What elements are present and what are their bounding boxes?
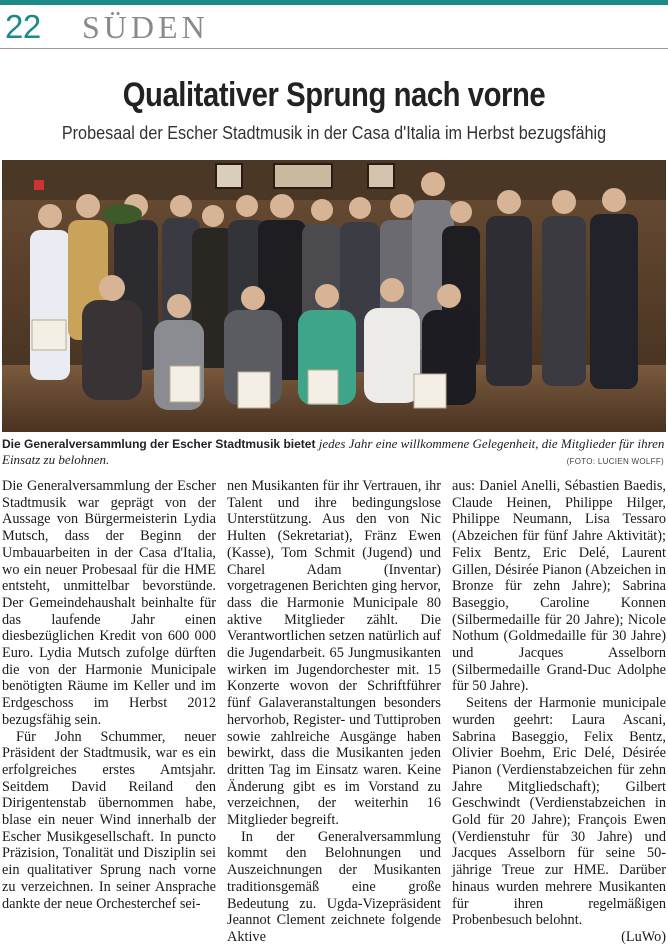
page-number: 22: [5, 8, 41, 45]
article-column-1: [2, 478, 216, 912]
author-signature: (LuWo): [621, 928, 666, 945]
group-photo: [2, 160, 666, 432]
paragraph: Die Generalversammlung der Escher Stadtmusik war geprägt von der Aussage von Bürgermeisterin Lydia Mutsch, dass der Beginn der Umbauarbeiten in der Casa d'Italia, wo ein neuer Probesaal für die HME entsteht, unmittelbar bevorstünde. Der Gemeindehaushalt beinhalte für das laufende Jahr einen diesbezüglichen Kredit von 600 000 Euro. Lydia Mutsch zufolge dürften die von der Harmonie Municipale benötigten Räume im Keller und im Erdgeschoss im Herbst 2012 bezugsfähig sein.: [2, 478, 216, 728]
article-headline: Qualitativer Sprung nach vorne: [122, 76, 546, 114]
paragraph: Seitens der Harmonie municipale wurden geehrt: Laura Ascani, Sabrina Baseggio, Felix Bentz, Olivier Boehm, Eric Delé, Désirée Pianon (Verdienstabzeichen für zehn Jahre Mitgliedschaft); Gilbert Geschwindt (Verdienstabzeichen in Gold für 20 Jahre); François Ewen (Verdienstuhr für 30 Jahre) und Jacques Asselborn für seine 50-jährige Treue zur HME. Darüber hinaus wurden mehrere Musikanten für ihren regelmäßigen Probenbesuch belohnt.: [452, 695, 666, 929]
paragraph: In der Generalversammlung kommt den Belohnungen und Auszeichnungen der Musikanten traditionsgemäß eine große Bedeutung zu. Ugda-Vizepräsident Jeannot Clement zeichnete folgende Aktive: [227, 828, 441, 945]
article-body: [2, 478, 666, 945]
top-accent-bar: [0, 0, 668, 5]
caption-italic-text: jedes Jahr eine willkommene Gelegenheit, die Mitglieder für ihren Einsatz zu belohnen.: [2, 436, 665, 467]
paragraph: aus: Daniel Anelli, Sébastien Baedis, Claude Heinen, Philippe Hilger, Philippe Neumann, Lisa Tessaro (Abzeichen für fünf Jahre Aktivität); Felix Bentz, Eric Delé, Laurent Gillen, Désirée Pianon (Abzeichen in Bronze für zehn Jahre); Sabrina Baseggio, Caroline Konnen (Silbermedaille für 20 Jahre); Nicole Nothum (Goldmedaille für 30 Jahre) und Jacques Asselborn (Silbermedaille Grand-Duc Adolphe für 50 Jahre).: [452, 478, 666, 695]
page-header: [0, 6, 668, 49]
paragraph: Für John Schummer, neuer Präsident der Stadtmusik, war es ein erfolgreiches erstes Amtsjahr. Seitdem David Reiland den Dirigentenstab übernommen habe, blase ein neuer Wind innerhalb der Escher Musikgesellschaft. In puncto Präzision, Tonalität und Disziplin sei ein qualitativer Sprung nach vorne zu verzeichnen. In seiner Ansprache dankte der neue Orchesterchef sei-: [2, 728, 216, 912]
caption-bold-text: Die Generalversammlung der Escher Stadtmusik bietet: [2, 437, 316, 451]
article-subheadline: Probesaal der Escher Stadtmusik in der Casa d'Italia im Herbst bezugsfähig: [61, 123, 607, 143]
group-photo-illustration: [2, 160, 666, 432]
photo-credit: (FOTO: LUCIEN WOLFF): [566, 457, 664, 466]
article-column-2: [227, 478, 441, 946]
paragraph: nen Musikanten für ihr Vertrauen, ihr Talent und ihre bedingungslose Unterstützung. Aus den von Nic Hulten (Sekretariat), Fränz Ewen (Kasse), Tom Schmit (Jugend) und Charel Adam (Inventar) vorgetragenen Berichten ging hervor, dass die Harmonie Municipale 80 aktive Mitglieder zählt. Die Verantwortlichen setzen natürlich auf die Jugendarbeit. 65 Jungmusikanten wirken im Jugendorchester mit. 15 Konzerte wovon der Schriftführer fünf Galaveranstaltungen besonders hervorhob, Register- und Tuttiproben sowie zahlreiche Ausgänge haben bewirkt, dass die Musikanten jeden dritten Tag im Einsatz waren. Keine Änderung gibt es im Vorstand zu verzeichnen, der weiterhin 16 Mitglieder begreift.: [227, 478, 441, 829]
article-column-3: [452, 478, 666, 946]
section-title: SÜDEN: [82, 9, 209, 45]
